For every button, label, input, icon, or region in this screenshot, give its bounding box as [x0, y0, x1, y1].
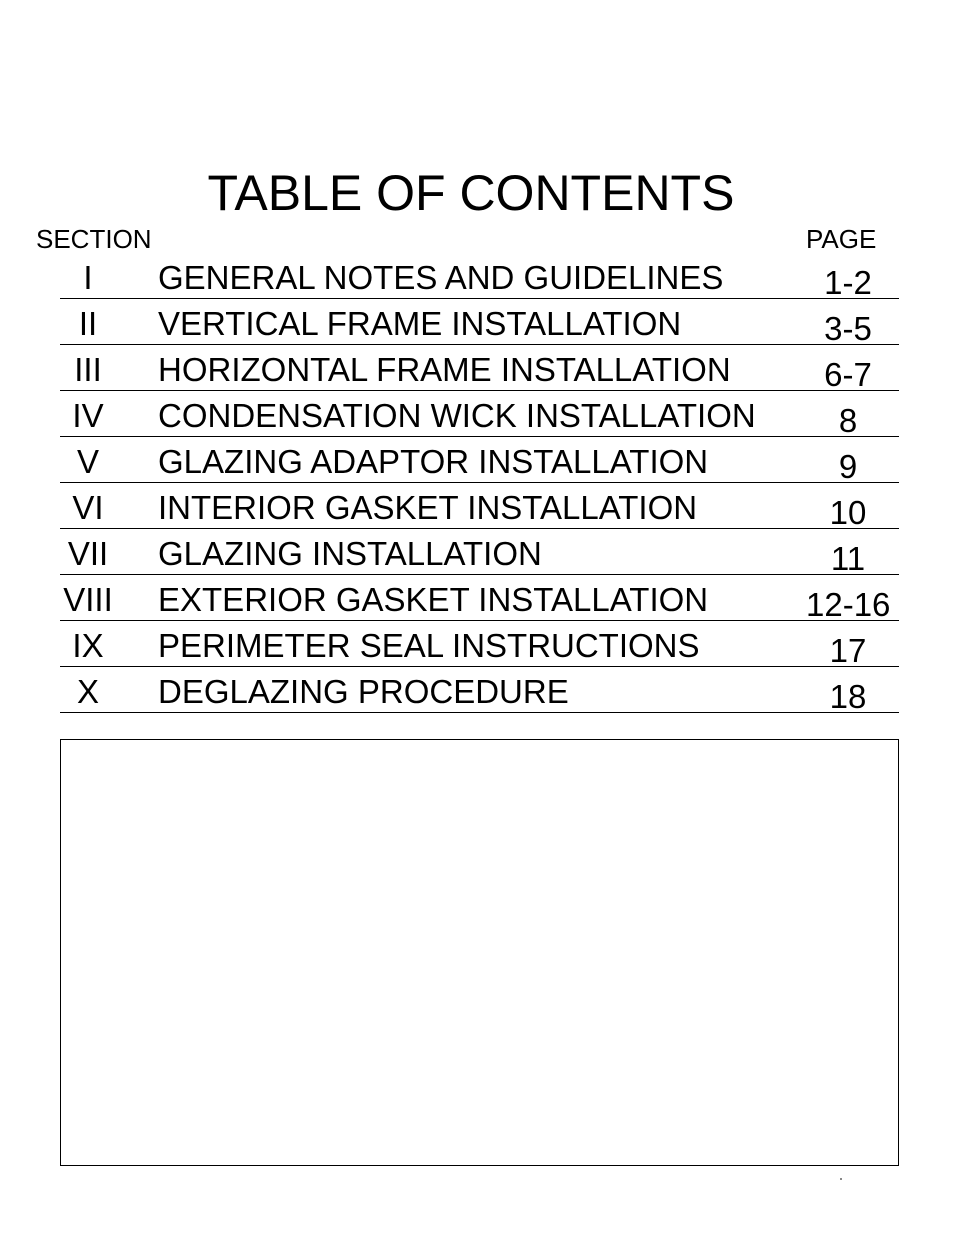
- toc-row: [60, 621, 899, 667]
- speck-mark: [840, 1178, 842, 1180]
- section-number: III: [74, 351, 102, 388]
- section-number: VI: [72, 489, 104, 526]
- section-number: IV: [72, 397, 104, 434]
- toc-row: [60, 483, 899, 529]
- section-number: X: [76, 673, 99, 710]
- page-number: 11: [830, 540, 866, 577]
- page-number: 17: [829, 632, 867, 669]
- section-title: PERIMETER SEAL INSTRUCTIONS: [158, 627, 700, 664]
- section-title: DEGLAZING PROCEDURE: [158, 673, 569, 710]
- section-number: IX: [72, 627, 104, 664]
- page-number: 12-16: [806, 586, 891, 623]
- page-column-header: PAGE: [806, 224, 877, 254]
- page-number: 10: [829, 494, 867, 531]
- page-number: 3-5: [824, 310, 872, 347]
- toc-row: [60, 345, 899, 391]
- section-number: V: [76, 443, 99, 480]
- section-title: GENERAL NOTES AND GUIDELINES: [158, 259, 724, 296]
- toc-row: [60, 391, 899, 437]
- page-title: TABLE OF CONTENTS: [207, 165, 735, 221]
- toc-row: [60, 437, 899, 483]
- page-number: 8: [838, 402, 858, 439]
- section-number: II: [78, 305, 98, 342]
- section-title: GLAZING ADAPTOR INSTALLATION: [158, 443, 709, 480]
- page-number: 9: [838, 448, 858, 485]
- blank-frame: [60, 739, 899, 1166]
- section-title: INTERIOR GASKET INSTALLATION: [158, 489, 698, 526]
- section-title: CONDENSATION WICK INSTALLATION: [158, 397, 756, 434]
- toc-row: [60, 299, 899, 345]
- page-number: 1-2: [824, 264, 872, 301]
- section-number: I: [83, 259, 93, 296]
- toc-row: [60, 667, 899, 713]
- toc-row: [60, 529, 899, 575]
- toc-row: [60, 575, 899, 621]
- section-title: EXTERIOR GASKET INSTALLATION: [158, 581, 709, 618]
- toc-list: [60, 253, 899, 713]
- section-title: HORIZONTAL FRAME INSTALLATION: [158, 351, 731, 388]
- section-column-header: SECTION: [36, 224, 152, 254]
- section-title: VERTICAL FRAME INSTALLATION: [158, 305, 682, 342]
- section-number: VIII: [63, 581, 113, 618]
- section-number: VII: [67, 535, 109, 572]
- section-title: GLAZING INSTALLATION: [158, 535, 542, 572]
- page-number: 6-7: [824, 356, 872, 393]
- page-number: 18: [829, 678, 867, 715]
- toc-row: [60, 253, 899, 299]
